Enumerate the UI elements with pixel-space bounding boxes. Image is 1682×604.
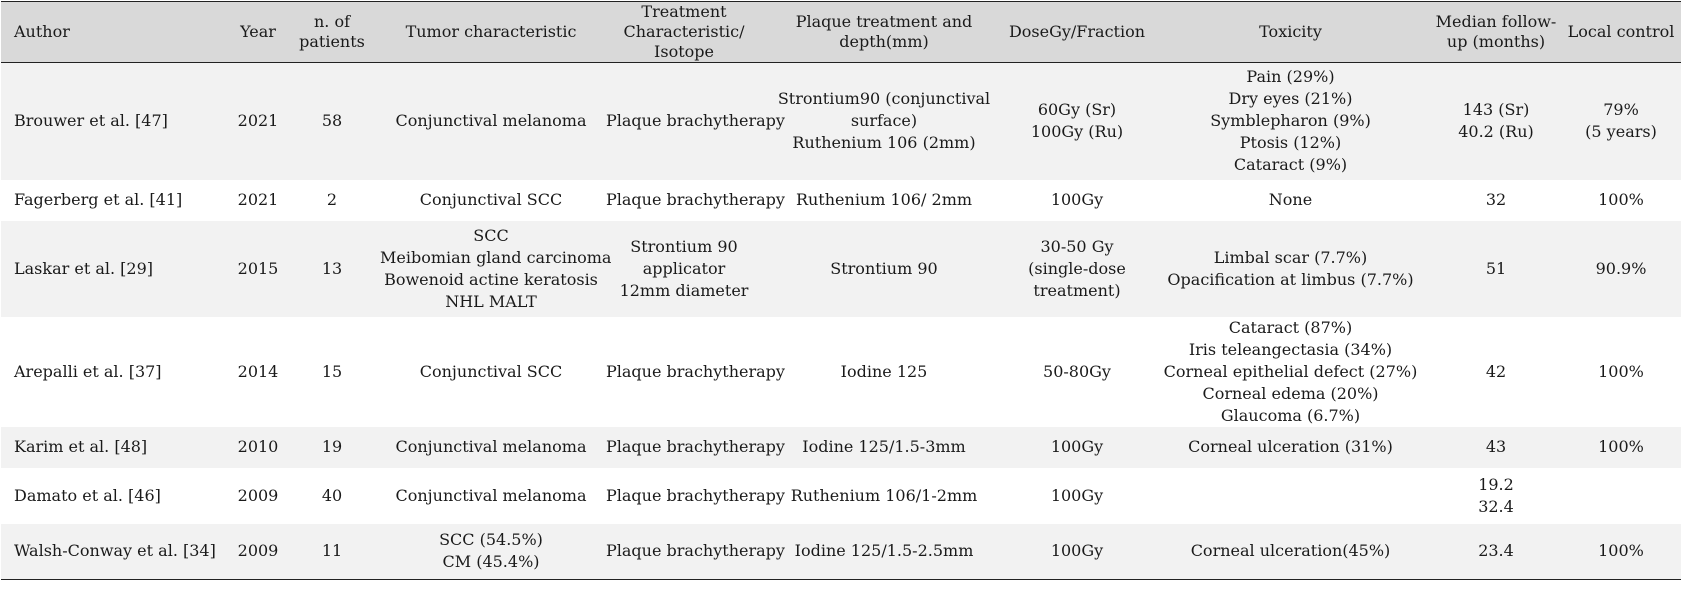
plaque-cell [764, 63, 1004, 180]
treatment-cell [604, 317, 785, 427]
control-cell [1561, 180, 1681, 221]
header-dose: DoseGy/Fraction [1008, 22, 1146, 41]
plaque-cell [764, 468, 1004, 524]
treatment-cell [604, 180, 785, 221]
header-toxicity: Toxicity [1259, 22, 1322, 41]
table-row [1, 221, 1681, 317]
dose-cell-line: 100Gy [1050, 437, 1104, 456]
followup-cell [1431, 180, 1561, 221]
toxicity-cell-line: Corneal epithelial defect (27%) [1163, 361, 1418, 381]
patients-cell: 13 [321, 258, 343, 278]
year-cell: 2021 [237, 111, 279, 131]
control-cell-line: (5 years) [1585, 122, 1657, 142]
toxicity-cell-line: Corneal edema (20%) [1202, 383, 1379, 403]
table-row [1, 427, 1681, 468]
tumor-cell [378, 63, 604, 180]
tumor-cell-line: CM (45.4%) [442, 552, 540, 572]
followup-cell-line: 32.4 [1478, 496, 1514, 516]
patients-cell: 15 [321, 361, 343, 381]
control-cell-line: 100% [1598, 541, 1644, 561]
tumor-cell [378, 180, 604, 221]
toxicity-cell-line: Cataract (9%) [1233, 155, 1348, 175]
followup-cell-line: 19.2 [1478, 474, 1514, 494]
dose-cell-line: 100Gy [1050, 190, 1104, 209]
author-cell: Laskar et al. [29] [14, 258, 153, 278]
dose-cell-line: 50-80Gy [1043, 361, 1111, 381]
plaque-cell-line: Ruthenium 106/ 2mm [795, 190, 973, 209]
tumor-cell [378, 221, 612, 317]
followup-cell-line: 32 [1485, 190, 1507, 209]
plaque-cell [764, 524, 1004, 580]
tumor-cell-line: Conjunctival SCC [419, 361, 563, 381]
followup-cell [1431, 221, 1561, 317]
dose-cell-line: treatment) [1033, 280, 1121, 300]
plaque-cell-line: Iodine 125 [840, 361, 928, 381]
header-tumor: Tumor characteristic [405, 22, 577, 41]
header-patients: n. of patients [299, 12, 365, 51]
toxicity-cell [1150, 317, 1431, 427]
plaque-cell [764, 180, 1004, 221]
dose-cell [1004, 221, 1150, 317]
followup-cell-line: 40.2 (Ru) [1458, 122, 1534, 142]
tumor-cell [378, 524, 604, 580]
toxicity-cell-line: Limbal scar (7.7%) [1213, 247, 1368, 267]
control-cell-line: 90.9% [1595, 258, 1647, 278]
treatment-cell-line: Plaque brachytherapy [606, 111, 785, 131]
tumor-cell-line: SCC [473, 225, 509, 245]
patients-cell: 11 [321, 541, 343, 561]
toxicity-cell-line: Opacification at limbus (7.7%) [1167, 269, 1414, 289]
table-body [1, 63, 1681, 580]
plaque-cell-line: Ruthenium 106/1-2mm [790, 485, 978, 505]
control-cell-line: 100% [1598, 190, 1644, 209]
header-row [1, 2, 1681, 63]
header-treatment: Treatment Characteristic/ Isotope [623, 2, 745, 61]
tumor-cell-line: Conjunctival melanoma [395, 485, 587, 505]
dose-cell-line: 100Gy (Ru) [1030, 122, 1124, 142]
tumor-cell-line: NHL MALT [445, 291, 537, 311]
toxicity-cell [1150, 63, 1431, 180]
control-cell-line: 100% [1598, 437, 1644, 456]
year-cell: 2014 [237, 361, 279, 381]
plaque-cell-line: Ruthenium 106 (2mm) [792, 133, 976, 153]
plaque-cell-line: Iodine 125/1.5-3mm [802, 437, 966, 456]
year-cell: 2010 [237, 437, 279, 456]
tumor-cell-line: Meibomian gland carcinoma [380, 247, 612, 267]
dose-cell [1004, 63, 1150, 180]
dose-cell-line: (single-dose [1028, 258, 1126, 278]
dose-cell [1004, 317, 1150, 427]
treatment-cell-line: Plaque brachytherapy [606, 361, 785, 381]
toxicity-cell [1150, 468, 1431, 524]
patients-cell: 19 [321, 437, 343, 456]
treatment-cell-line: Plaque brachytherapy [606, 190, 785, 209]
dose-cell-line: 60Gy (Sr) [1037, 100, 1117, 120]
patients-cell: 40 [321, 485, 343, 505]
header-author: Author [14, 22, 70, 41]
table-row [1, 468, 1681, 524]
toxicity-cell [1150, 524, 1431, 580]
year-cell: 2009 [237, 541, 279, 561]
treatment-cell [604, 468, 785, 524]
control-cell-line: 79% [1603, 100, 1639, 120]
clinical-studies-table [1, 1, 1681, 580]
table-header [1, 2, 1681, 63]
table-row [1, 524, 1681, 580]
table-row [1, 63, 1681, 180]
toxicity-cell-line: Glaucoma (6.7%) [1220, 405, 1361, 425]
followup-cell-line: 143 (Sr) [1462, 100, 1530, 120]
year-cell: 2015 [237, 258, 279, 278]
toxicity-cell-line: Cataract (87%) [1228, 317, 1353, 337]
toxicity-cell-line: Dry eyes (21%) [1228, 89, 1353, 109]
toxicity-cell-line: Corneal ulceration(45%) [1190, 541, 1391, 561]
toxicity-cell-line: Iris teleangectasia (34%) [1188, 339, 1393, 359]
treatment-cell-line: 12mm diameter [619, 280, 749, 300]
treatment-cell-line: Strontium 90 [630, 236, 738, 256]
toxicity-cell-line: Symblepharon (9%) [1210, 111, 1371, 131]
dose-cell [1004, 427, 1150, 468]
clinical-studies-table-container [1, 1, 1681, 580]
toxicity-cell-line: Ptosis (12%) [1239, 133, 1342, 153]
header-year: Year [240, 22, 276, 41]
tumor-cell-line: Bowenoid actine keratosis [384, 269, 598, 289]
year-cell: 2021 [237, 190, 279, 209]
treatment-cell-line: Plaque brachytherapy [606, 437, 785, 456]
table-row [1, 317, 1681, 427]
plaque-cell-line: Iodine 125/1.5-2.5mm [794, 541, 974, 561]
control-cell-line: 100% [1598, 361, 1644, 381]
year-cell: 2009 [237, 485, 279, 505]
tumor-cell-line: Conjunctival SCC [419, 190, 563, 209]
tumor-cell [378, 468, 604, 524]
plaque-cell [764, 317, 1004, 427]
plaque-cell [764, 427, 1004, 468]
treatment-cell [604, 427, 785, 468]
control-cell [1561, 317, 1681, 427]
plaque-cell-line: Strontium90 (conjunctival [777, 89, 991, 109]
author-cell: Walsh-Conway et al. [34] [14, 541, 216, 561]
followup-cell-line: 43 [1485, 437, 1507, 456]
author-cell: Karim et al. [48] [14, 437, 148, 456]
dose-cell [1004, 524, 1150, 580]
patients-cell: 58 [321, 111, 343, 131]
plaque-cell-line: Strontium 90 [830, 258, 938, 278]
author-cell: Damato et al. [46] [14, 485, 161, 505]
control-cell [1561, 221, 1681, 317]
header-control: Local control [1567, 22, 1675, 41]
header-followup: Median follow-up (months) [1435, 12, 1557, 51]
toxicity-cell-line: Corneal ulceration (31%) [1188, 437, 1393, 456]
dose-cell-line: 100Gy [1050, 541, 1104, 561]
followup-cell [1431, 317, 1561, 427]
control-cell [1561, 63, 1681, 180]
followup-cell-line: 51 [1485, 258, 1507, 278]
author-cell: Brouwer et al. [47] [14, 111, 168, 131]
treatment-cell-line: applicator [642, 258, 726, 278]
tumor-cell-line: SCC (54.5%) [439, 530, 543, 550]
tumor-cell [378, 427, 604, 468]
toxicity-cell-line: None [1268, 190, 1313, 209]
treatment-cell [604, 524, 785, 580]
plaque-cell-line: surface) [850, 111, 918, 131]
treatment-cell [604, 221, 764, 317]
followup-cell [1431, 427, 1561, 468]
patients-cell: 2 [326, 190, 338, 209]
toxicity-cell-line: Pain (29%) [1246, 67, 1335, 87]
followup-cell-line: 23.4 [1478, 541, 1514, 561]
followup-cell-line: 42 [1485, 361, 1507, 381]
control-cell [1561, 427, 1681, 468]
tumor-cell-line: Conjunctival melanoma [395, 111, 587, 131]
treatment-cell-line: Plaque brachytherapy [606, 541, 785, 561]
table-row [1, 180, 1681, 221]
dose-cell [1004, 180, 1150, 221]
control-cell [1561, 524, 1681, 580]
plaque-cell [764, 221, 1004, 317]
toxicity-cell [1150, 427, 1431, 468]
dose-cell-line: 100Gy [1050, 485, 1104, 505]
followup-cell [1431, 524, 1561, 580]
tumor-cell-line: Conjunctival melanoma [395, 437, 587, 456]
tumor-cell [378, 317, 604, 427]
author-cell: Arepalli et al. [37] [14, 361, 162, 381]
dose-cell-line: 30-50 Gy [1040, 236, 1114, 256]
author-cell: Fagerberg et al. [41] [14, 190, 183, 209]
dose-cell [1004, 468, 1150, 524]
toxicity-cell [1150, 221, 1431, 317]
header-plaque: Plaque treatment and depth(mm) [795, 12, 973, 51]
treatment-cell [604, 63, 785, 180]
toxicity-cell [1150, 180, 1431, 221]
followup-cell [1431, 63, 1561, 180]
control-cell [1561, 468, 1681, 524]
treatment-cell-line: Plaque brachytherapy [606, 485, 785, 505]
followup-cell [1431, 468, 1561, 524]
